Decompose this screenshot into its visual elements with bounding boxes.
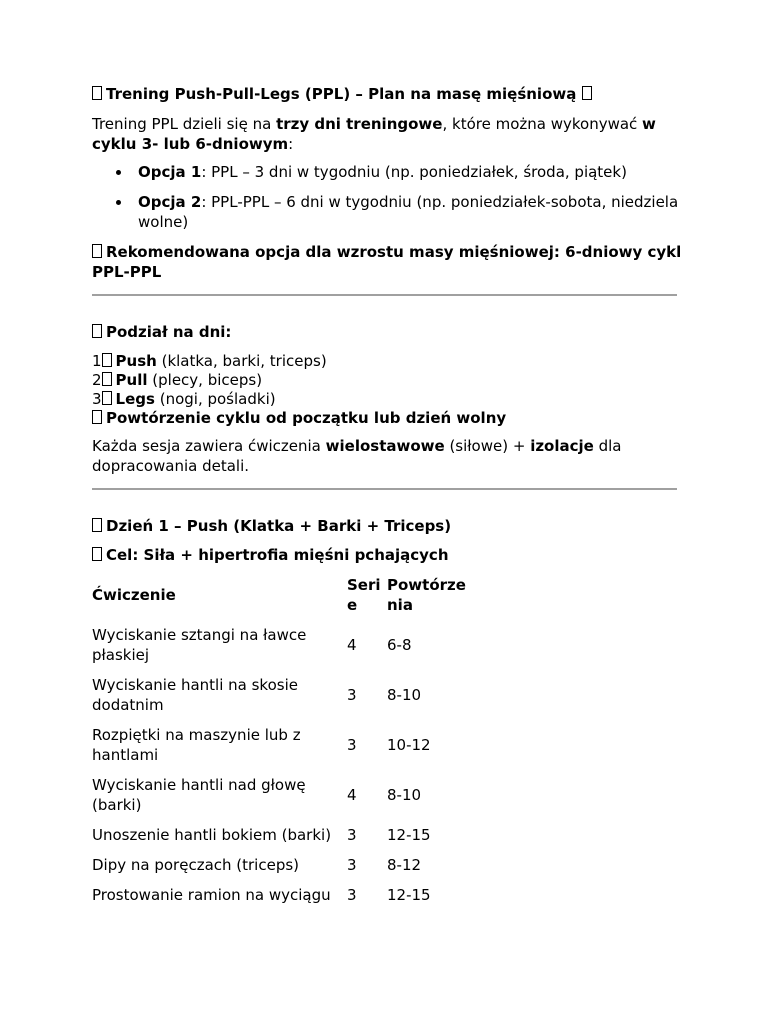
list-item: Powtórzenie cyklu od początku lub dzień wolny bbox=[92, 408, 682, 427]
cell-exercise: Dipy na poręczach (triceps) bbox=[92, 856, 300, 874]
missing-glyph-icon bbox=[92, 324, 102, 338]
list-item: 2 Pull (plecy, biceps) bbox=[92, 371, 263, 389]
table-row bbox=[92, 855, 469, 885]
cell-reps: 8-12 bbox=[387, 856, 422, 874]
cell-reps: 6-8 bbox=[387, 636, 412, 654]
split-title: Podział na dni: bbox=[92, 322, 682, 342]
cell-reps: 8-10 bbox=[387, 686, 422, 704]
cell-sets: 4 bbox=[347, 786, 357, 804]
table-row bbox=[92, 885, 469, 915]
keycap-icon bbox=[102, 353, 112, 367]
keycap-icon bbox=[102, 372, 112, 386]
table-row bbox=[92, 725, 469, 775]
cell-exercise: Unoszenie hantli bokiem (barki) bbox=[92, 826, 332, 844]
title-text: Trening Push-Pull-Legs (PPL) – Plan na masę mięśniową bbox=[106, 85, 577, 103]
list-item: 3 Legs (nogi, pośladki) bbox=[92, 390, 276, 408]
missing-glyph-icon bbox=[582, 86, 592, 100]
day-list bbox=[92, 351, 682, 427]
intro-bold-cycle: w cyklu 3- lub 6-dniowym bbox=[92, 115, 656, 153]
column-header-exercise: Ćwiczenie bbox=[92, 586, 176, 604]
divider bbox=[92, 488, 677, 490]
cell-sets: 3 bbox=[347, 886, 357, 904]
column-header-reps: Powtórze nia bbox=[387, 576, 466, 614]
list-item: 1 Push (klatka, barki, triceps) bbox=[92, 352, 327, 370]
repeat-icon bbox=[92, 410, 102, 424]
keycap-icon bbox=[102, 391, 112, 405]
list-item: Opcja 2: PPL-PPL – 6 dni w tygodniu (np. poniedziałek-sobota, niedziela wolne) bbox=[138, 192, 682, 232]
table-row bbox=[92, 625, 469, 675]
cell-sets: 4 bbox=[347, 636, 357, 654]
recommendation: Rekomendowana opcja dla wzrostu masy mięśniowej: 6-dniowy cykl PPL-PPL bbox=[92, 243, 682, 281]
cell-exercise: Wyciskanie hantli nad głowę (barki) bbox=[92, 776, 306, 814]
cell-reps: 12-15 bbox=[387, 826, 431, 844]
cell-reps: 8-10 bbox=[387, 786, 422, 804]
cell-exercise: Wyciskanie sztangi na ławce płaskiej bbox=[92, 626, 307, 664]
table-row bbox=[92, 775, 469, 825]
column-header-sets: Seri e bbox=[347, 576, 381, 614]
cell-exercise: Prostowanie ramion na wyciągu bbox=[92, 886, 331, 904]
cell-reps: 12-15 bbox=[387, 886, 431, 904]
missing-glyph-icon bbox=[92, 518, 102, 532]
exercise-table bbox=[92, 575, 469, 915]
page-title bbox=[92, 84, 682, 104]
cell-sets: 3 bbox=[347, 736, 357, 754]
cell-reps: 10-12 bbox=[387, 736, 431, 754]
missing-glyph-icon bbox=[92, 86, 102, 100]
intro-paragraph: Trening PPL dzieli się na trzy dni treningowe, które można wykonywać w cyklu 3- lub 6-dniowym: bbox=[92, 115, 656, 153]
list-item: Opcja 1: PPL – 3 dni w tygodniu (np. poniedziałek, środa, piątek) bbox=[138, 162, 682, 182]
document-content bbox=[92, 84, 682, 915]
missing-glyph-icon bbox=[92, 244, 102, 258]
table-row bbox=[92, 675, 469, 725]
day1-goal: Cel: Siła + hipertrofia mięśni pchających bbox=[92, 545, 682, 565]
day1-title: Dzień 1 – Push (Klatka + Barki + Triceps) bbox=[92, 516, 682, 536]
divider bbox=[92, 294, 677, 296]
cell-sets: 3 bbox=[347, 856, 357, 874]
cell-exercise: Wyciskanie hantli na skosie dodatnim bbox=[92, 676, 298, 714]
missing-glyph-icon bbox=[92, 547, 102, 561]
cell-sets: 3 bbox=[347, 686, 357, 704]
table-row bbox=[92, 825, 469, 855]
session-note: Każda sesja zawiera ćwiczenia wielostawowe (siłowe) + izolacje dla dopracowania detali. bbox=[92, 437, 622, 475]
intro-bold-days: trzy dni treningowe bbox=[276, 115, 443, 133]
options-list bbox=[92, 162, 682, 232]
cell-sets: 3 bbox=[347, 826, 357, 844]
cell-exercise: Rozpiętki na maszynie lub z hantlami bbox=[92, 726, 301, 764]
table-header-row bbox=[92, 575, 469, 625]
